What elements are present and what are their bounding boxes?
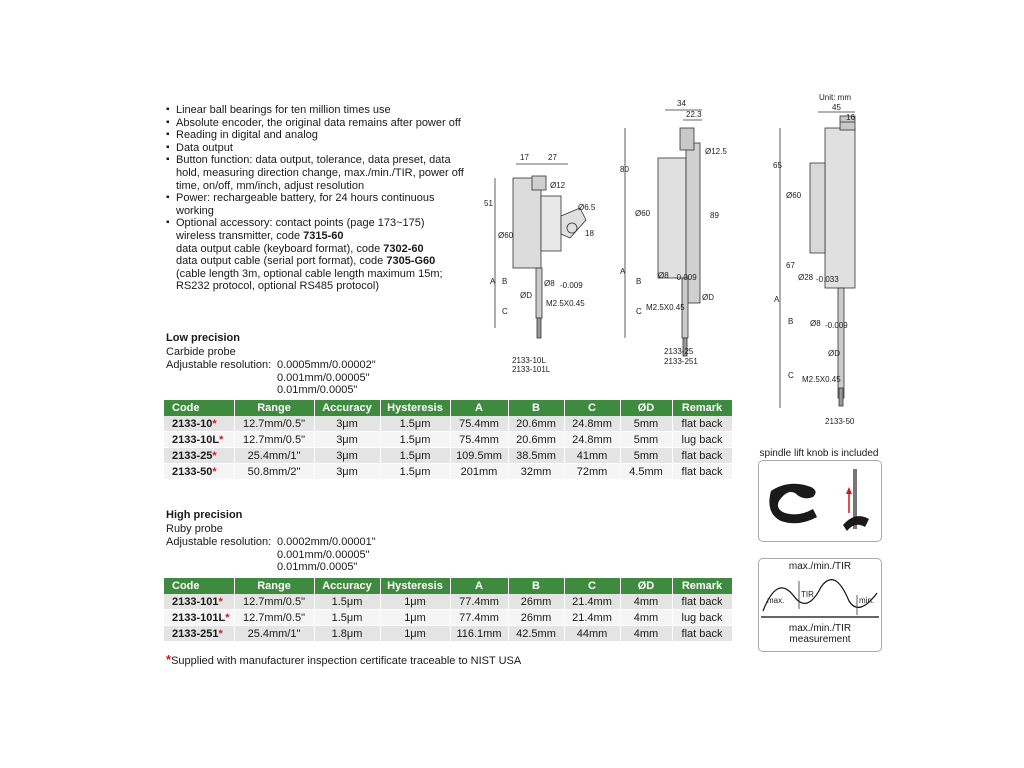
accuracy-cell: 1.8μm <box>314 626 380 642</box>
b-cell: 42.5mm <box>508 626 564 642</box>
tir-caption <box>759 623 881 645</box>
b-cell: 38.5mm <box>508 448 564 464</box>
accessory-wireless-code: 7315-60 <box>303 229 344 242</box>
c-cell: 24.8mm <box>564 416 620 432</box>
dim-text: -0.009 <box>560 281 583 290</box>
resolution-value: 0.01mm/0.0005" <box>277 561 358 573</box>
c-cell: 41mm <box>564 448 620 464</box>
d-cell: 4mm <box>620 594 672 610</box>
feature-item: ▪ Linear ball bearings for ten million times use <box>166 104 466 117</box>
feature-item: ▪ Absolute encoder, the original data remains after power off <box>166 117 466 130</box>
range-cell: 25.4mm/1" <box>234 448 314 464</box>
accuracy-cell: 3μm <box>314 464 380 480</box>
header-code: Code <box>164 578 234 594</box>
dim-text: -0.009 <box>825 321 848 330</box>
tir-box <box>758 558 882 652</box>
range-cell: 50.8mm/2" <box>234 464 314 480</box>
c-cell: 44mm <box>564 626 620 642</box>
spindle-knob-icon <box>759 461 881 541</box>
low-precision-title: Low precision <box>166 332 240 344</box>
accuracy-cell: 3μm <box>314 416 380 432</box>
header-d: ØD <box>620 578 672 594</box>
header-remark: Remark <box>672 578 732 594</box>
dim-text: 16 <box>846 113 855 122</box>
dim-text: ØD <box>828 349 840 358</box>
dim-text: 22.3 <box>686 110 702 119</box>
dim-text: Ø12 <box>550 181 566 190</box>
tir-top-label: max./min./TIR <box>788 561 852 572</box>
dim-text: Ø60 <box>786 191 802 200</box>
dim-text: 27 <box>548 153 557 162</box>
d-cell: 4mm <box>620 626 672 642</box>
high-precision-title: High precision <box>166 509 243 521</box>
range-cell: 12.7mm/0.5" <box>234 416 314 432</box>
drawing-2133-25 <box>625 110 702 356</box>
header-a: A <box>450 578 508 594</box>
accessory-item <box>166 217 466 293</box>
drawing-label: 2133-251 <box>664 357 698 366</box>
table-header-row <box>164 578 732 594</box>
high-precision-probe: Ruby probe <box>166 523 223 535</box>
table-row <box>164 594 732 610</box>
a-cell: 109.5mm <box>450 448 508 464</box>
header-range: Range <box>234 578 314 594</box>
header-b: B <box>508 400 564 416</box>
dim-text: A <box>620 267 626 276</box>
dim-text: A <box>774 295 780 304</box>
dim-text: 65 <box>773 161 782 170</box>
drawing-label: 2133-50 <box>825 417 855 426</box>
dim-text: Ø28 <box>798 273 814 282</box>
resolution-value: 0.001mm/0.00005" <box>277 371 370 384</box>
dim-text: Ø8 <box>810 319 821 328</box>
dim-text: C <box>788 371 794 380</box>
knob-title: spindle lift knob is included <box>759 448 879 459</box>
accuracy-cell: 1.5μm <box>314 610 380 626</box>
code-cell: 2133-50* <box>164 464 234 480</box>
footnote-text: Supplied with manufacturer inspection certificate traceable to NIST USA <box>171 655 522 667</box>
dim-text: C <box>502 307 508 316</box>
resolution-value: 0.001mm/0.00005" <box>277 548 370 561</box>
dim-text: -0.009 <box>674 273 697 282</box>
code-cell: 2133-251* <box>164 626 234 642</box>
resolution-value: 0.01mm/0.0005" <box>277 384 358 396</box>
dim-text: 45 <box>832 103 841 112</box>
a-cell: 77.4mm <box>450 610 508 626</box>
remark-cell: lug back <box>672 610 732 626</box>
dim-text: 67 <box>786 261 795 270</box>
hysteresis-cell: 1.5μm <box>380 464 450 480</box>
dim-text: M2.5X0.45 <box>546 299 585 308</box>
feature-item: ▪ Reading in digital and analog <box>166 129 466 142</box>
unit-label: Unit: mm <box>819 93 851 102</box>
accessory-cable-note: (cable length 3m, optional cable length maximum 15m; <box>176 267 443 280</box>
dim-text: 17 <box>520 153 529 162</box>
dim-text: 89 <box>710 211 719 220</box>
header-accuracy: Accuracy <box>314 578 380 594</box>
drawing-label: 2133-10L <box>512 356 546 365</box>
header-hysteresis: Hysteresis <box>380 578 450 594</box>
accessory-serial: data output cable (serial port format), code <box>176 255 387 268</box>
accessory-protocol-note: RS232 protocol, optional RS485 protocol) <box>176 280 380 293</box>
dim-text: Ø6.5 <box>578 203 596 212</box>
low-resolution-values <box>277 359 376 397</box>
hysteresis-cell: 1.5μm <box>380 416 450 432</box>
c-cell: 21.4mm <box>564 594 620 610</box>
range-cell: 12.7mm/0.5" <box>234 594 314 610</box>
tir-tir-label: TIR <box>801 590 814 599</box>
high-precision-table <box>164 578 733 642</box>
dim-text: -0.033 <box>816 275 839 284</box>
range-cell: 25.4mm/1" <box>234 626 314 642</box>
dim-text: 18 <box>585 229 594 238</box>
table-row <box>164 610 732 626</box>
drawing-2133-10l <box>495 164 586 338</box>
drawing-label: 2133-101L <box>512 365 551 374</box>
feature-item: ▪ Data output <box>166 142 466 155</box>
dim-text: B <box>636 277 642 286</box>
dim-text: Ø60 <box>498 231 514 240</box>
accessory-serial-code: 7305-G60 <box>386 255 436 268</box>
high-resolution-label: Adjustable resolution: <box>166 536 272 548</box>
d-cell: 5mm <box>620 432 672 448</box>
remark-cell: flat back <box>672 416 732 432</box>
dim-text: ØD <box>702 293 714 302</box>
b-cell: 20.6mm <box>508 432 564 448</box>
code-cell: 2133-101* <box>164 594 234 610</box>
remark-cell: lug back <box>672 432 732 448</box>
d-cell: 5mm <box>620 416 672 432</box>
range-cell: 12.7mm/0.5" <box>234 610 314 626</box>
header-d: ØD <box>620 400 672 416</box>
remark-cell: flat back <box>672 464 732 480</box>
hysteresis-cell: 1.5μm <box>380 432 450 448</box>
hysteresis-cell: 1.5μm <box>380 448 450 464</box>
a-cell: 75.4mm <box>450 416 508 432</box>
d-cell: 4mm <box>620 610 672 626</box>
feature-item: ▪ Power: rechargeable battery, for 24 hours continuous working <box>166 192 466 217</box>
b-cell: 26mm <box>508 610 564 626</box>
dim-text: Ø8 <box>658 271 669 280</box>
accuracy-cell: 3μm <box>314 432 380 448</box>
accessory-wireless: wireless transmitter, code <box>176 229 304 242</box>
a-cell: 116.1mm <box>450 626 508 642</box>
table-row <box>164 464 732 480</box>
header-hysteresis: Hysteresis <box>380 400 450 416</box>
header-code: Code <box>164 400 234 416</box>
a-cell: 77.4mm <box>450 594 508 610</box>
table-row <box>164 448 732 464</box>
code-cell: 2133-25* <box>164 448 234 464</box>
accessory-intro: Optional accessory: contact points (page 173~175) <box>176 217 425 230</box>
hysteresis-cell: 1μm <box>380 610 450 626</box>
hysteresis-cell: 1μm <box>380 626 450 642</box>
tir-caption-line: measurement <box>789 634 851 645</box>
remark-cell: flat back <box>672 626 732 642</box>
knob-image-box <box>758 460 882 542</box>
footnote-star: * <box>166 652 172 667</box>
header-range: Range <box>234 400 314 416</box>
dim-text: M2.5X0.45 <box>802 375 841 384</box>
header-b: B <box>508 578 564 594</box>
a-cell: 75.4mm <box>450 432 508 448</box>
b-cell: 32mm <box>508 464 564 480</box>
d-cell: 4.5mm <box>620 464 672 480</box>
hysteresis-cell: 1μm <box>380 594 450 610</box>
d-cell: 5mm <box>620 448 672 464</box>
low-precision-probe: Carbide probe <box>166 346 236 358</box>
feature-item: ▪ Button function: data output, tolerance, data preset, data hold, measuring direction change, max./min./TIR, power off time, on/off, mm/inch, adjust resolution <box>166 154 466 192</box>
table-row <box>164 626 732 642</box>
high-resolution-values <box>277 536 376 574</box>
dim-text: Ø60 <box>635 209 651 218</box>
drawing-label: 2133-25 <box>664 347 694 356</box>
code-cell: 2133-10* <box>164 416 234 432</box>
dim-text: 34 <box>677 99 686 108</box>
dim-text: A <box>490 277 496 286</box>
dim-text: ØD <box>520 291 532 300</box>
tir-wave-icon <box>759 571 881 621</box>
a-cell: 201mm <box>450 464 508 480</box>
header-accuracy: Accuracy <box>314 400 380 416</box>
dim-text: B <box>502 277 508 286</box>
header-a: A <box>450 400 508 416</box>
dim-text: B <box>788 317 794 326</box>
dim-text: C <box>636 307 642 316</box>
accuracy-cell: 3μm <box>314 448 380 464</box>
tir-max-label: max. <box>767 596 785 605</box>
dim-text: Ø8 <box>544 279 555 288</box>
header-c: C <box>564 578 620 594</box>
dim-text: M2.5X0.45 <box>646 303 685 312</box>
accessory-keyboard: data output cable (keyboard format), code <box>176 242 384 255</box>
dim-text: 80 <box>620 165 629 174</box>
c-cell: 72mm <box>564 464 620 480</box>
remark-cell: flat back <box>672 594 732 610</box>
table-row <box>164 432 732 448</box>
c-cell: 21.4mm <box>564 610 620 626</box>
range-cell: 12.7mm/0.5" <box>234 432 314 448</box>
accuracy-cell: 1.5μm <box>314 594 380 610</box>
code-cell: 2133-10L* <box>164 432 234 448</box>
b-cell: 26mm <box>508 594 564 610</box>
low-resolution-label: Adjustable resolution: <box>166 359 272 371</box>
b-cell: 20.6mm <box>508 416 564 432</box>
dim-text: Ø12.5 <box>705 147 727 156</box>
c-cell: 24.8mm <box>564 432 620 448</box>
code-cell: 2133-101L* <box>164 610 234 626</box>
footnote <box>166 652 521 667</box>
header-c: C <box>564 400 620 416</box>
remark-cell: flat back <box>672 448 732 464</box>
resolution-value: 0.0005mm/0.00002" <box>277 359 376 371</box>
resolution-value: 0.0002mm/0.00001" <box>277 536 376 548</box>
accessory-keyboard-code: 7302-60 <box>383 242 424 255</box>
drawing-2133-50 <box>780 112 855 408</box>
tir-min-label: min. <box>859 596 875 605</box>
tir-caption-line: max./min./TIR <box>788 623 852 634</box>
feature-list <box>166 104 466 293</box>
dim-text: 51 <box>484 199 493 208</box>
header-remark: Remark <box>672 400 732 416</box>
technical-drawings <box>480 88 870 433</box>
